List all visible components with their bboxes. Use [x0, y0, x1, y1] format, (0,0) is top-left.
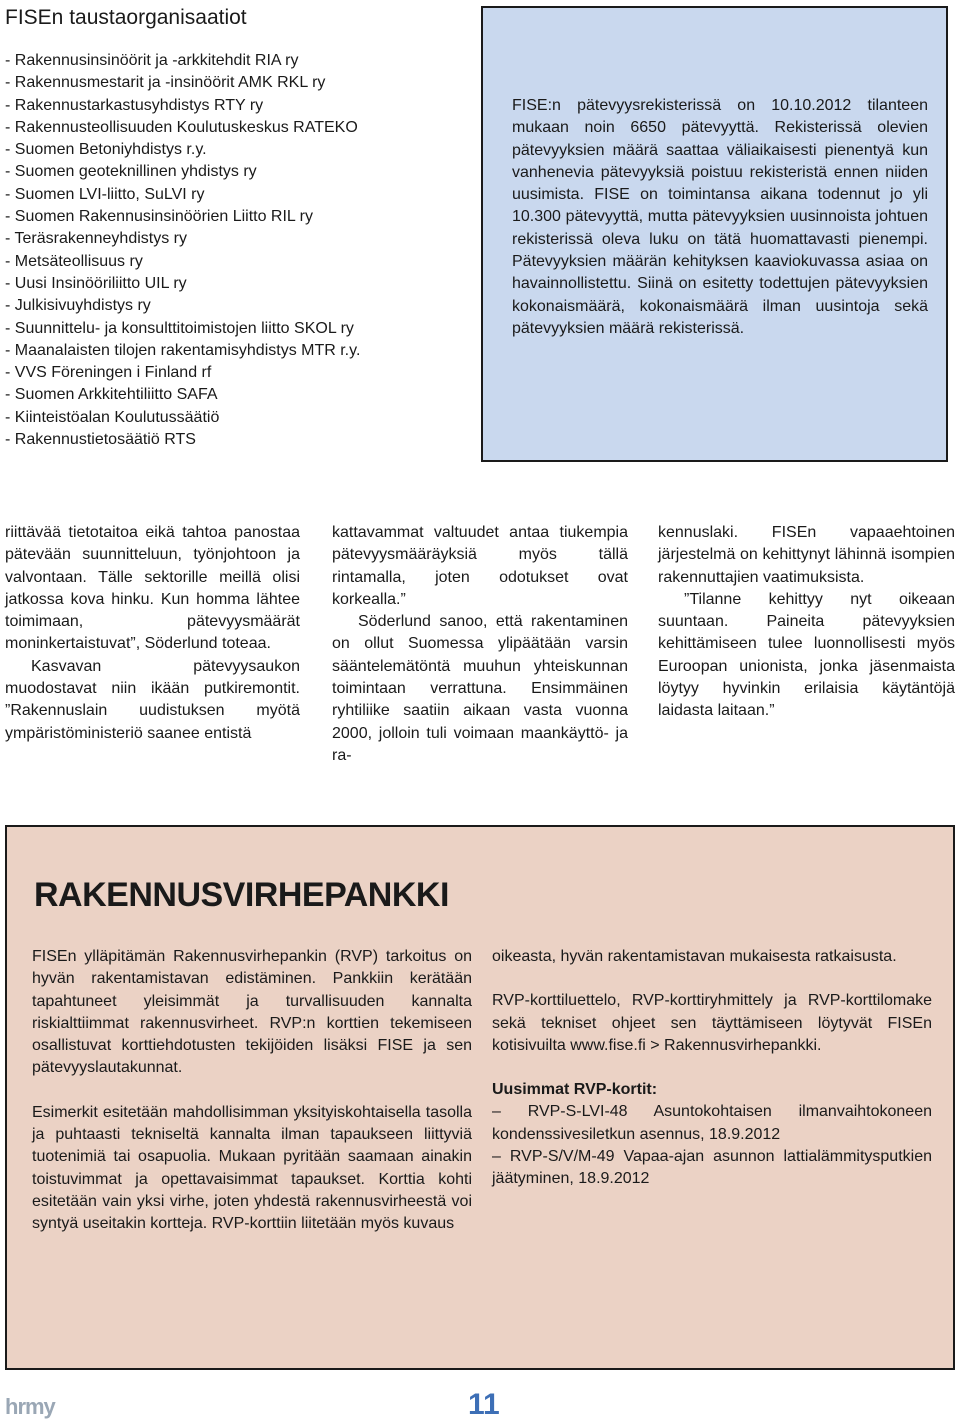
- list-item: - Rakennusteollisuuden Koulutuskeskus RATEKO: [5, 118, 358, 136]
- list-item: - Rakennustietosäätiö RTS: [5, 431, 196, 449]
- registry-info-box: [481, 6, 948, 462]
- list-item: - Suomen Rakennusinsinöörien Liitto RIL ry: [5, 208, 314, 226]
- list-item: - Suunnittelu- ja konsulttitoimistojen liitto SKOL ry: [5, 319, 354, 337]
- rvp-paragraph: oikeasta, hyvän rakentamistavan mukaisesta ratkaisusta.: [492, 948, 897, 965]
- latest-card-item: – RVP-S-LVI-48 Asuntokohtaisen ilmanvaihtokoneen kondenssivesiletkun asennus, 18.9.2012: [492, 1103, 932, 1143]
- article-paragraph: riittävää tietotaitoa eikä tahtoa panostaa pätevään suunnitteluun, työnjohtoon ja valvontaan. Tälle sektorille meillä olisi jatkossa kova hinku. Kun homma lähtee toimimaan, pätevyysmäärät moninkertaistuvat”, Söderlund toteaa.: [5, 524, 300, 653]
- list-item: - Rakennustarkastusyhdistys RTY ry: [5, 96, 264, 114]
- list-item: - VVS Föreningen i Finland rf: [5, 364, 212, 382]
- article-column-1: [5, 522, 300, 745]
- article-paragraph: Söderlund sanoo, että rakentaminen on ollut Suomessa ylipäätään varsin sääntelemätöntä muuhun yhteiskunnan toimintaan verrattuna. Ensimmäinen ryhtiliike saatiin aikaan vasta vuonna 2000, jolloin tuli voimaan maankäyttö- ja ra-: [332, 613, 628, 764]
- section-title: FISEn taustaorganisaatiot: [5, 6, 247, 29]
- rvp-heading: RAKENNUSVIRHEPANKKI: [34, 876, 449, 914]
- latest-card-item: – RVP-S/V/M-49 Vapaa-ajan asunnon lattialämmitysputkien jäätyminen, 18.9.2012: [492, 1148, 932, 1188]
- page-number: 11: [468, 1388, 500, 1421]
- list-item: - Kiinteistöalan Koulutussäätiö: [5, 408, 220, 426]
- list-item: - Metsäteollisuus ry: [5, 252, 143, 270]
- rvp-paragraph: FISEn ylläpitämän Rakennusvirhepankin (RVP) tarkoitus on hyvän rakentamistavan edistäminen. Pankkiin kerätään tapahtuneet yleisimmät ja turvallisuuden kannalta riskialttiimmat rakennusvirheet. RVP:n korttien tekemiseen osallistuvat korttiehdotusten tekijöiden lisäksi FISE ja sen pätevyyslautakunnat.: [32, 948, 472, 1077]
- list-item: - Suomen LVI-liitto, SuLVI ry: [5, 185, 205, 203]
- rvp-paragraph: Esimerkit esitetään mahdollisimman yksityiskohtaisella tasolla ja puhtaasti tekniseltä kannalta ilman tapaukseen liittyviä tuotenimiä tai osapuolia. Mukaan pyritään saamaan ainakin toistuvimmat ja opettavaisimmat tapaukset. Korttia kohti esitetään vain yksi virhe, joten yhdestä rakennusvirheestä voi syntyä useitakin kortteja. RVP-korttiin liitetään myös kuvaus: [32, 1103, 472, 1233]
- rvp-info-box: [5, 825, 955, 1370]
- list-item: - Suomen Arkkitehtiliitto SAFA: [5, 386, 218, 404]
- article-paragraph: ”Tilanne kehittyy nyt oikeaan suuntaan. Paineita pätevyyksien kehittämiseen tulee luonnollisesti myös Euroopan unionista, jonka jäsenmaista löytyy hyvinkin erilaisia käytäntöjä laidasta laitaan.”: [658, 590, 955, 720]
- registry-info-text: FISE:n pätevyysrekisterissä on 10.10.2012 tilanteen mukaan noin 6650 pätevyyttä. Rekisterissä olevien pätevyyksien määrä saattaa väliaikaisesti pienentyä kun vanhenevia pätevyyksiä poistuu rekisteristä ennen niiden uusimista. FISE on toimintansa aikana todennut jo yli 10.300 pätevyyttä, mutta pätevyyksien uusinnoista johtuen rekisterissä oleva luku on tätä huomattavasti pienempi. Pätevyyksien määrän kehityksen kaaviokuvassa asiaa on havainnollistettu. Siinä on esitetty todettujen pätevyyksien kokonaismäärä, kokonaismäärä ilman uusintoja sekä pätevyyksien määrä rekisterissä.: [512, 97, 928, 337]
- article-paragraph: kattavammat valtuudet antaa tiukempia pätevyysmääräyksiä myös tällä rintamalla, joten odotukset ovat korkealla.”: [332, 524, 628, 608]
- list-item: - Rakennusmestarit ja -insinöörit AMK RKL ry: [5, 74, 326, 92]
- article-column-2: [332, 522, 628, 767]
- list-item: - Teräsrakenneyhdistys ry: [5, 230, 187, 248]
- list-item: - Rakennusinsinöörit ja -arkkitehdit RIA ry: [5, 52, 299, 69]
- rvp-column-left: [32, 946, 472, 1258]
- rvp-column-right: [492, 946, 932, 1191]
- organization-list: [5, 50, 475, 451]
- publication-logo: hrmy: [5, 1394, 55, 1419]
- list-item: - Julkisivuyhdistys ry: [5, 297, 151, 315]
- article-paragraph: Kasvavan pätevyysaukon muodostavat niin ikään putkiremontit. ”Rakennuslain uudistuksen myötä ympäristöministeriö saanee entistä: [5, 657, 300, 742]
- latest-cards-heading: Uusimmat RVP-kortit:: [492, 1081, 658, 1099]
- list-item: - Suomen geoteknillinen yhdistys ry: [5, 163, 257, 181]
- list-item: - Maanalaisten tilojen rakentamisyhdistys MTR r.y.: [5, 341, 361, 359]
- rvp-paragraph: RVP-korttiluettelo, RVP-korttiryhmittely ja RVP-korttilomake sekä tekniset ohjeet sen täyttämiseen löytyvät FISEn kotisivuilta www.fise.fi > Rakennusvirhepankki.: [492, 992, 932, 1054]
- list-item: - Uusi Insinööriliitto UIL ry: [5, 274, 187, 292]
- list-item: - Suomen Betoniyhdistys r.y.: [5, 141, 207, 159]
- article-column-3: [658, 522, 955, 723]
- article-paragraph: kennuslaki. FISEn vapaaehtoinen järjestelmä on kehittynyt lähinnä isompien rakennuttajien vaatimuksista.: [658, 524, 955, 586]
